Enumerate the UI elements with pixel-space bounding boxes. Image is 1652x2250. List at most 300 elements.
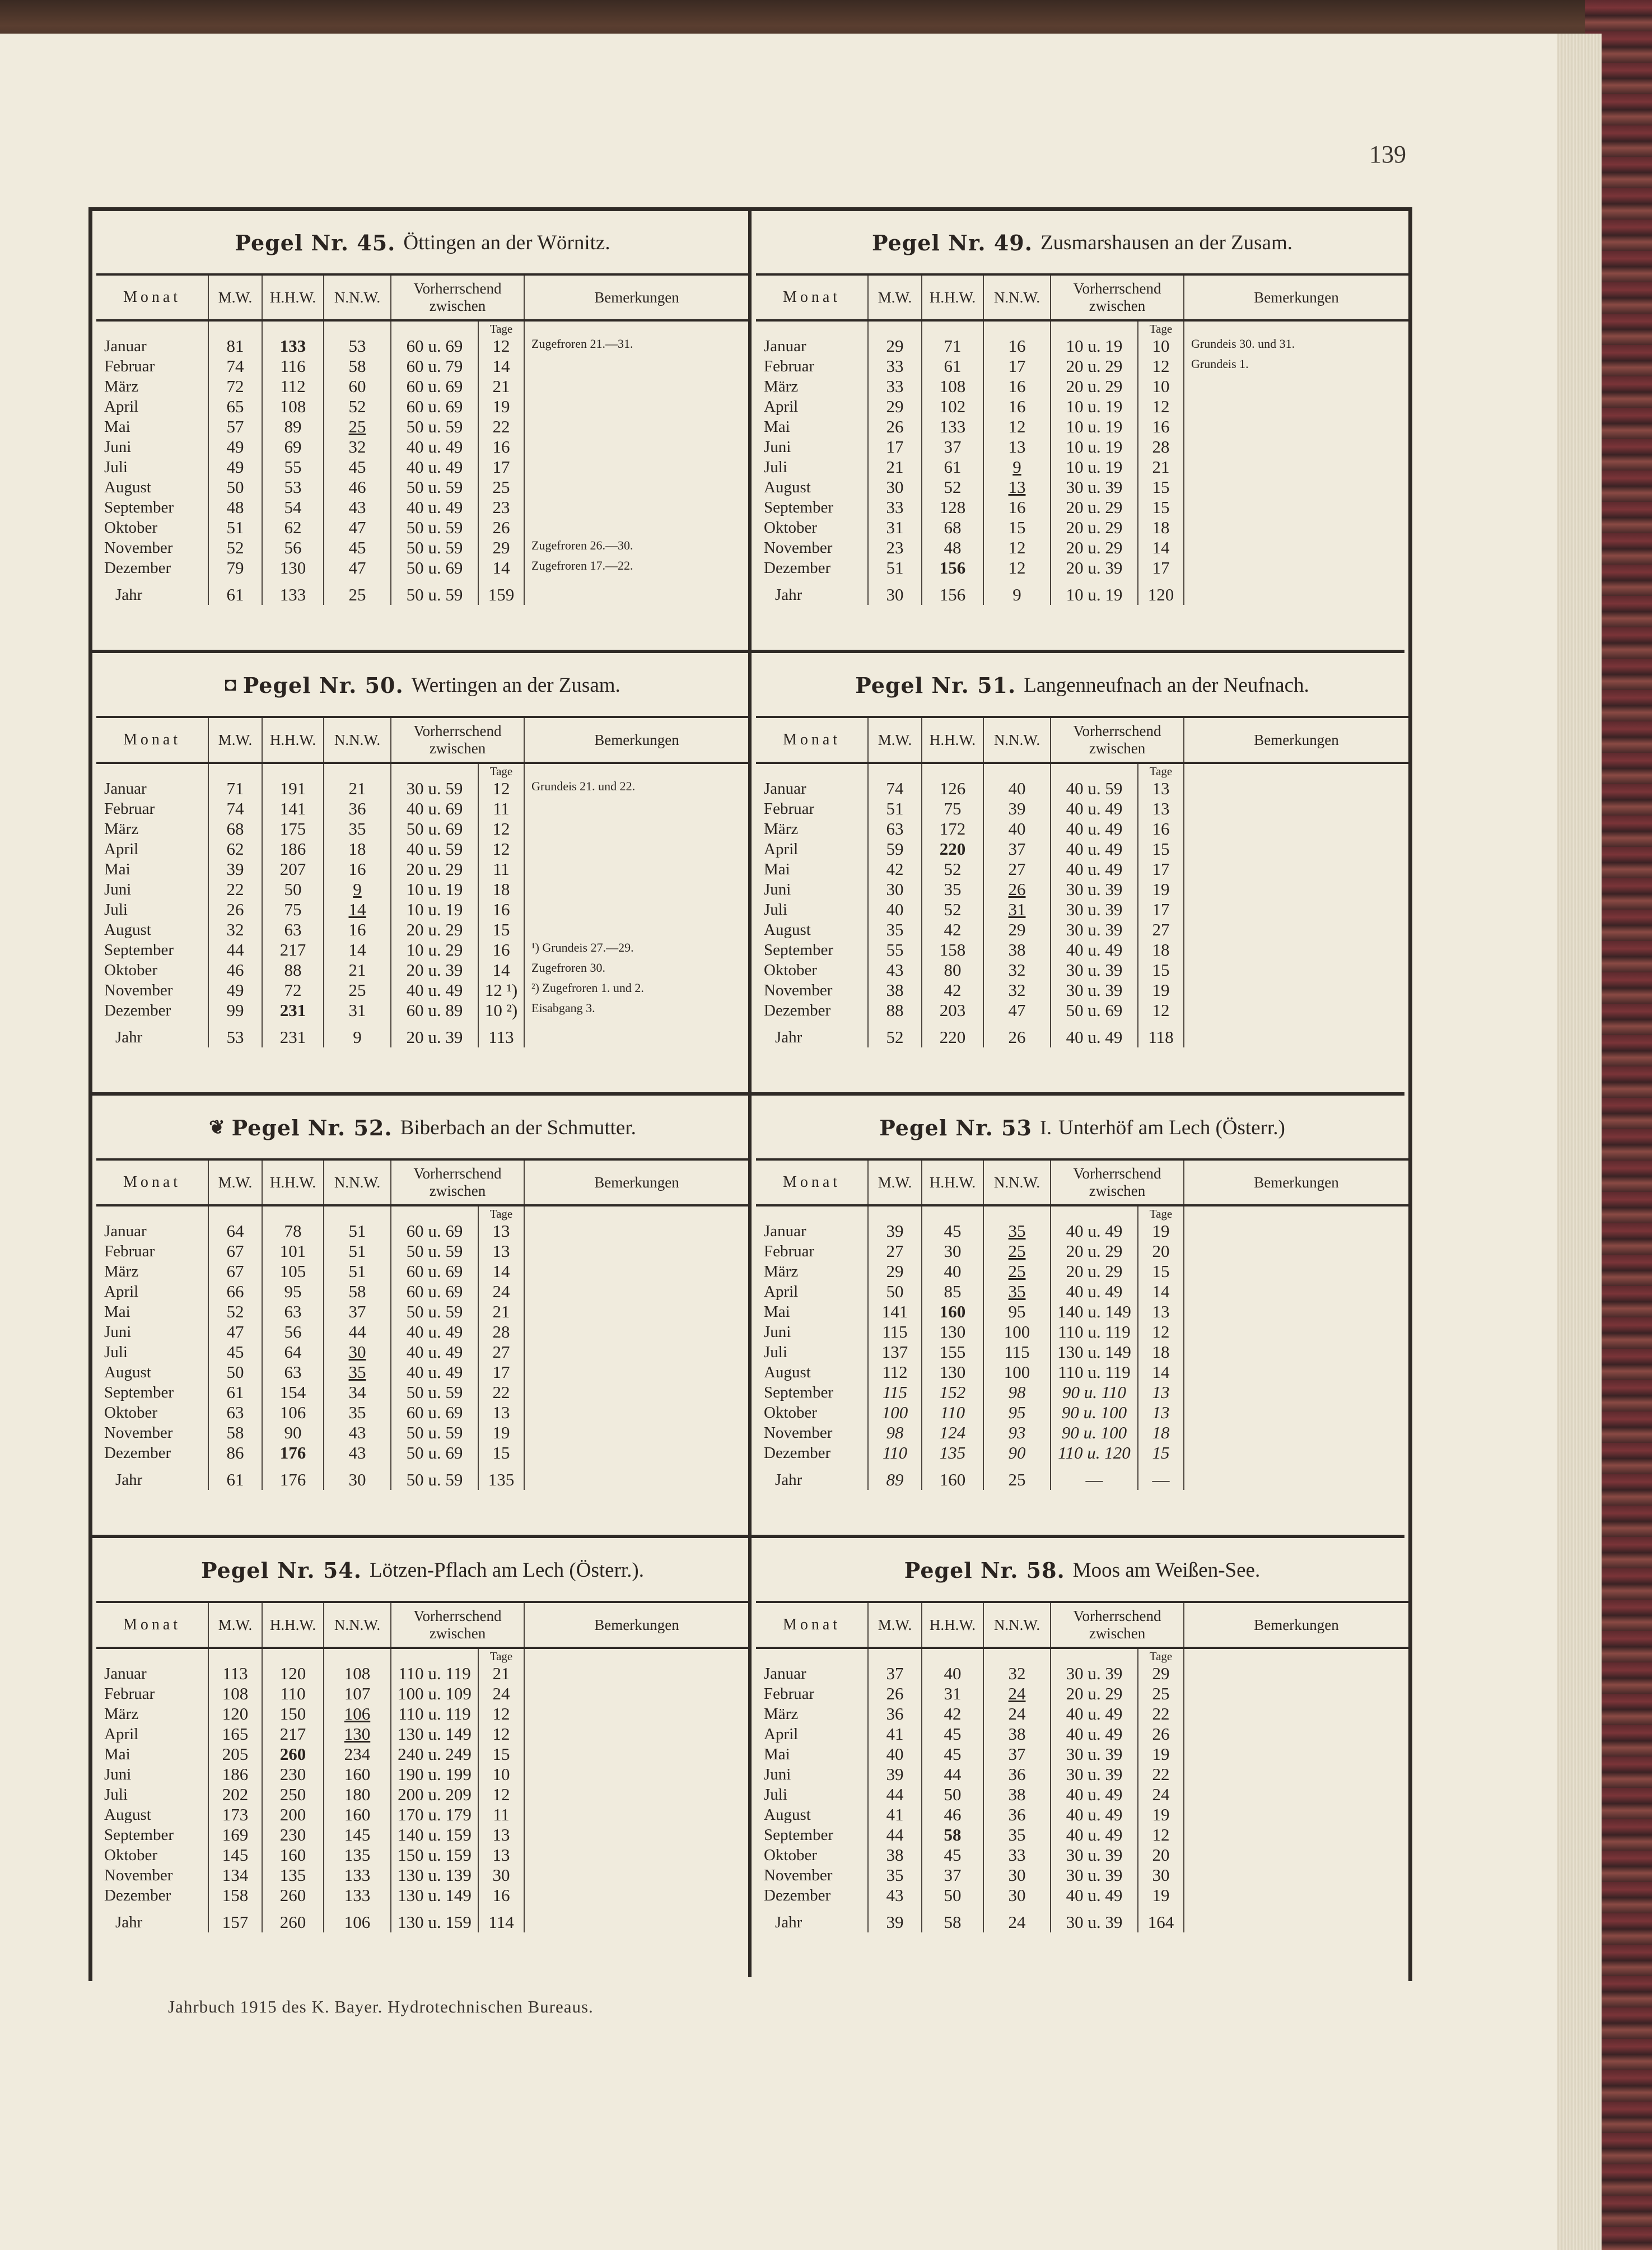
days-cell: 24 <box>478 1282 524 1302</box>
mw-cell: 44 <box>208 940 262 960</box>
mw-cell: 173 <box>208 1805 262 1825</box>
nnw-cell: 46 <box>324 477 391 497</box>
remark-cell <box>1184 859 1408 879</box>
hhw-cell: 52 <box>922 477 983 497</box>
header-vorherrschend <box>1051 274 1184 320</box>
table-row <box>756 1885 1408 1906</box>
month-cell: März <box>96 819 208 839</box>
table-row <box>96 477 749 497</box>
remark-cell <box>524 1764 749 1785</box>
range-cell: 20 u. 29 <box>1051 356 1138 376</box>
days-cell: 19 <box>1138 1221 1184 1241</box>
mw-cell: 38 <box>868 1845 922 1865</box>
days-cell: 14 <box>1138 1282 1184 1302</box>
range-cell: 130 u. 149 <box>391 1724 478 1744</box>
hhw-cell: 55 <box>262 457 324 477</box>
hhw-cell: 152 <box>922 1382 983 1403</box>
range-cell: 20 u. 39 <box>1051 558 1138 578</box>
range-cell: 30 u. 39 <box>1051 980 1138 1000</box>
nnw-cell: 38 <box>983 1785 1051 1805</box>
table-row <box>756 1403 1408 1423</box>
nnw-cell: 43 <box>324 1423 391 1443</box>
hhw-cell: 112 <box>262 376 324 397</box>
tage-label: Tage <box>478 1648 524 1664</box>
range-cell: 60 u. 69 <box>391 1221 478 1241</box>
nnw-cell: 36 <box>983 1805 1051 1825</box>
remark-cell <box>524 1885 749 1906</box>
mw-cell: 165 <box>208 1724 262 1744</box>
nnw-cell: 24 <box>983 1704 1051 1724</box>
year-row <box>96 1906 749 1932</box>
nnw-cell: 13 <box>983 437 1051 457</box>
nnw-cell: 53 <box>324 336 391 356</box>
header-vorherrschend-line2: zwischen <box>1089 1625 1146 1642</box>
range-cell: 40 u. 59 <box>391 839 478 859</box>
month-cell: Januar <box>96 779 208 799</box>
range-cell: 20 u. 29 <box>391 859 478 879</box>
spacer-cell <box>96 320 208 336</box>
month-cell: März <box>96 376 208 397</box>
gauge-block <box>756 1539 1408 1976</box>
mw-cell: 52 <box>208 1302 262 1322</box>
mw-cell: 74 <box>208 356 262 376</box>
table-row <box>756 1261 1408 1282</box>
mw-cell: 63 <box>208 1403 262 1423</box>
remark-cell <box>524 1704 749 1724</box>
remark-cell: Zugefroren 17.—22. <box>531 558 633 572</box>
month-cell: Juli <box>756 1785 868 1805</box>
spacer-cell <box>208 320 262 336</box>
nnw-cell: 234 <box>324 1744 391 1764</box>
hhw-cell: 124 <box>922 1423 983 1443</box>
nnw-cell: 58 <box>324 1282 391 1302</box>
table-row <box>96 457 749 477</box>
hhw-cell: 61 <box>922 457 983 477</box>
month-cell: September <box>756 497 868 518</box>
hhw-cell: 175 <box>262 819 324 839</box>
header-hhw: H.H.W. <box>922 717 983 763</box>
hhw-cell: 42 <box>922 980 983 1000</box>
year-days: 120 <box>1138 578 1184 605</box>
mw-cell: 35 <box>868 1865 922 1885</box>
range-cell: 40 u. 49 <box>391 497 478 518</box>
remark-cell <box>524 1241 749 1261</box>
hhw-cell: 50 <box>262 879 324 900</box>
nnw-cell: 37 <box>324 1302 391 1322</box>
nnw-cell: 33 <box>983 1845 1051 1865</box>
hhw-cell: 40 <box>922 1664 983 1684</box>
spacer-cell <box>983 1648 1051 1664</box>
hhw-cell: 69 <box>262 437 324 457</box>
spacer-cell <box>868 1648 922 1664</box>
nnw-cell: 30 <box>324 1342 391 1362</box>
days-cell: 15 <box>1138 960 1184 980</box>
year-days: 135 <box>478 1463 524 1490</box>
year-nnw: 25 <box>983 1463 1051 1490</box>
page-number: 139 <box>1369 141 1406 168</box>
month-cell: Oktober <box>756 1845 868 1865</box>
mw-cell: 62 <box>208 839 262 859</box>
gauge-number: Pegel Nr. 58. <box>904 1557 1065 1583</box>
days-cell: 19 <box>478 1423 524 1443</box>
days-cell: 13 <box>478 1403 524 1423</box>
month-cell: Januar <box>756 779 868 799</box>
range-cell: 30 u. 39 <box>1051 960 1138 980</box>
mw-cell: 39 <box>208 859 262 879</box>
hhw-cell: 75 <box>922 799 983 819</box>
spacer-cell <box>208 1648 262 1664</box>
year-range: 50 u. 59 <box>391 578 478 605</box>
month-cell: Februar <box>96 356 208 376</box>
table-row <box>96 799 749 819</box>
days-cell: 12 <box>1138 397 1184 417</box>
remark-cell: Grundeis 1. <box>1191 357 1249 371</box>
nnw-cell: 90 <box>983 1443 1051 1463</box>
gauge-block <box>96 1097 749 1534</box>
month-cell: Mai <box>96 1744 208 1764</box>
gauge-table <box>96 273 749 605</box>
year-mw: 30 <box>868 578 922 605</box>
table-row <box>96 497 749 518</box>
hhw-cell: 141 <box>262 799 324 819</box>
remark-cell <box>1184 1825 1408 1845</box>
hhw-cell: 160 <box>262 1845 324 1865</box>
gauge-title <box>96 1539 749 1601</box>
hhw-cell: 30 <box>922 1241 983 1261</box>
header-vorherrschend <box>1051 1602 1184 1648</box>
range-cell: 100 u. 109 <box>391 1684 478 1704</box>
month-cell: November <box>96 538 208 558</box>
mw-cell: 30 <box>868 879 922 900</box>
gauge-place: Wertingen an der Zusam. <box>411 673 620 697</box>
days-cell: 23 <box>478 497 524 518</box>
nnw-cell: 9 <box>324 879 391 900</box>
remark-cell: ¹) Grundeis 27.—29. <box>531 940 634 954</box>
mw-cell: 48 <box>208 497 262 518</box>
hhw-cell: 58 <box>922 1825 983 1845</box>
remark-cell <box>1184 1865 1408 1885</box>
year-days: 164 <box>1138 1906 1184 1932</box>
days-cell: 18 <box>1138 1423 1184 1443</box>
month-cell: März <box>756 376 868 397</box>
tage-label: Tage <box>478 763 524 779</box>
days-cell: 12 <box>1138 1000 1184 1021</box>
hhw-cell: 260 <box>262 1744 324 1764</box>
remark-cell <box>1184 1704 1408 1724</box>
month-cell: August <box>756 920 868 940</box>
table-row <box>756 417 1408 437</box>
range-cell: 150 u. 159 <box>391 1845 478 1865</box>
remark-cell <box>524 1805 749 1825</box>
hhw-cell: 110 <box>922 1403 983 1423</box>
mw-cell: 49 <box>208 437 262 457</box>
month-cell: Juni <box>96 437 208 457</box>
year-range: 20 u. 39 <box>391 1021 478 1047</box>
range-cell: 60 u. 69 <box>391 1282 478 1302</box>
range-cell: 40 u. 49 <box>1051 1805 1138 1825</box>
mw-cell: 68 <box>208 819 262 839</box>
hhw-cell: 63 <box>262 1362 324 1382</box>
range-cell: 60 u. 69 <box>391 376 478 397</box>
nnw-cell: 34 <box>324 1382 391 1403</box>
hhw-cell: 130 <box>922 1362 983 1382</box>
remark-cell <box>1184 538 1408 558</box>
days-cell: 14 <box>478 558 524 578</box>
remark-cell <box>1184 920 1408 940</box>
mw-cell: 63 <box>868 819 922 839</box>
table-row <box>96 518 749 538</box>
days-cell: 17 <box>1138 558 1184 578</box>
nnw-cell: 35 <box>324 1362 391 1382</box>
range-cell: 130 u. 149 <box>1051 1342 1138 1362</box>
year-row <box>756 578 1408 605</box>
table-row <box>96 376 749 397</box>
nnw-cell: 35 <box>983 1221 1051 1241</box>
gauge-table <box>756 716 1408 1047</box>
remark-cell <box>524 900 749 920</box>
spacer-cell <box>391 1205 478 1221</box>
mw-cell: 51 <box>208 518 262 538</box>
hhw-cell: 78 <box>262 1221 324 1241</box>
hhw-cell: 48 <box>922 538 983 558</box>
month-cell: April <box>756 1724 868 1744</box>
range-cell: 50 u. 59 <box>391 1302 478 1322</box>
month-cell: Mai <box>756 1302 868 1322</box>
table-row <box>756 497 1408 518</box>
nnw-cell: 47 <box>983 1000 1051 1021</box>
gauge-number: Pegel Nr. 54. <box>200 1557 362 1583</box>
nnw-cell: 40 <box>983 779 1051 799</box>
range-cell: 50 u. 59 <box>391 538 478 558</box>
year-remark <box>1184 1906 1408 1932</box>
days-cell: 12 <box>478 1785 524 1805</box>
nnw-cell: 12 <box>983 417 1051 437</box>
mw-cell: 49 <box>208 980 262 1000</box>
month-cell: Oktober <box>756 518 868 538</box>
month-cell: August <box>756 477 868 497</box>
nnw-cell: 45 <box>324 538 391 558</box>
table-row <box>96 779 749 799</box>
gauge-number: Pegel Nr. 45. <box>235 230 396 255</box>
nnw-cell: 15 <box>983 518 1051 538</box>
remark-cell <box>524 1684 749 1704</box>
tage-label: Tage <box>478 1205 524 1221</box>
remark-cell <box>1184 1744 1408 1764</box>
mw-cell: 108 <box>208 1684 262 1704</box>
table-row <box>756 518 1408 538</box>
month-cell: Mai <box>96 1302 208 1322</box>
range-cell: 110 u. 119 <box>391 1704 478 1724</box>
month-cell: Februar <box>756 356 868 376</box>
year-nnw: 9 <box>983 578 1051 605</box>
gauge-number: Pegel Nr. 50. <box>242 672 404 698</box>
mw-cell: 26 <box>868 417 922 437</box>
days-cell: 19 <box>1138 980 1184 1000</box>
month-cell: November <box>756 980 868 1000</box>
gauge-block <box>756 654 1408 1091</box>
gauge-block <box>756 212 1408 649</box>
nnw-cell: 36 <box>324 799 391 819</box>
mw-cell: 57 <box>208 417 262 437</box>
remark-cell <box>524 1342 749 1362</box>
nnw-cell: 95 <box>983 1403 1051 1423</box>
header-mw: M.W. <box>208 274 262 320</box>
days-cell: 15 <box>478 1443 524 1463</box>
mw-cell: 41 <box>868 1724 922 1744</box>
gauge-table <box>756 1158 1408 1490</box>
header-bemerkungen: Bemerkungen <box>1184 1159 1408 1205</box>
nnw-cell: 180 <box>324 1785 391 1805</box>
table-row <box>756 1000 1408 1021</box>
spacer-cell <box>96 1205 208 1221</box>
remark-cell <box>524 839 749 859</box>
remark-cell <box>1184 1724 1408 1744</box>
header-hhw: H.H.W. <box>262 1159 324 1205</box>
mw-cell: 33 <box>868 356 922 376</box>
month-cell: September <box>96 1382 208 1403</box>
days-cell: 16 <box>478 900 524 920</box>
mw-cell: 26 <box>208 900 262 920</box>
mw-cell: 86 <box>208 1443 262 1463</box>
days-cell: 17 <box>1138 859 1184 879</box>
table-row <box>96 1845 749 1865</box>
mw-cell: 74 <box>868 779 922 799</box>
remark-cell <box>1184 900 1408 920</box>
gauge-table <box>96 716 749 1047</box>
header-monat: Monat <box>756 274 868 320</box>
remark-cell <box>524 859 749 879</box>
nnw-cell: 16 <box>324 859 391 879</box>
year-nnw: 106 <box>324 1906 391 1932</box>
range-cell: 20 u. 29 <box>1051 1684 1138 1704</box>
range-cell: 20 u. 29 <box>1051 376 1138 397</box>
month-cell: Mai <box>96 417 208 437</box>
month-cell: April <box>756 839 868 859</box>
year-days: 118 <box>1138 1021 1184 1047</box>
remark-cell <box>524 1443 749 1463</box>
month-cell: November <box>756 1423 868 1443</box>
range-cell: 10 u. 19 <box>1051 336 1138 356</box>
table-row <box>96 1362 749 1382</box>
spacer-cell <box>208 763 262 779</box>
mw-cell: 44 <box>868 1785 922 1805</box>
month-cell: Mai <box>756 1744 868 1764</box>
remark-cell <box>1184 1241 1408 1261</box>
hhw-cell: 133 <box>922 417 983 437</box>
remark-cell <box>524 1282 749 1302</box>
table-row <box>96 1261 749 1282</box>
table-row <box>96 538 749 558</box>
hhw-cell: 56 <box>262 1322 324 1342</box>
hhw-cell: 52 <box>922 900 983 920</box>
hhw-cell: 72 <box>262 980 324 1000</box>
hhw-cell: 45 <box>922 1221 983 1241</box>
mw-cell: 44 <box>868 1825 922 1845</box>
year-range: 50 u. 59 <box>391 1463 478 1490</box>
hhw-cell: 158 <box>922 940 983 960</box>
range-cell: 40 u. 59 <box>1051 779 1138 799</box>
header-monat: Monat <box>96 717 208 763</box>
year-row <box>756 1021 1408 1047</box>
nnw-cell: 58 <box>324 356 391 376</box>
hhw-cell: 45 <box>922 1845 983 1865</box>
range-cell: 40 u. 49 <box>1051 839 1138 859</box>
hhw-cell: 217 <box>262 1724 324 1744</box>
table-row <box>96 558 749 578</box>
gauge-title <box>756 654 1408 716</box>
hhw-cell: 46 <box>922 1805 983 1825</box>
days-cell: 17 <box>1138 900 1184 920</box>
table-row <box>756 1362 1408 1382</box>
spacer-cell <box>324 763 391 779</box>
remark-cell <box>524 437 749 457</box>
year-mw: 53 <box>208 1021 262 1047</box>
year-nnw: 9 <box>324 1021 391 1047</box>
spacer-cell <box>524 320 749 336</box>
days-cell: 16 <box>478 940 524 960</box>
month-cell: November <box>96 1423 208 1443</box>
spacer-cell <box>262 320 324 336</box>
year-mw: 52 <box>868 1021 922 1047</box>
year-days: — <box>1138 1463 1184 1490</box>
days-cell: 14 <box>478 356 524 376</box>
remark-cell <box>1184 1382 1408 1403</box>
mw-cell: 51 <box>868 799 922 819</box>
year-label: Jahr <box>96 1463 208 1490</box>
remark-cell: Zugefroren 26.—30. <box>531 538 633 552</box>
table-row <box>756 1684 1408 1704</box>
mw-cell: 29 <box>868 1261 922 1282</box>
remark-cell: Grundeis 30. und 31. <box>1191 337 1295 351</box>
table-row <box>756 859 1408 879</box>
nnw-cell: 32 <box>983 1664 1051 1684</box>
spacer-cell <box>524 1648 749 1664</box>
days-cell: 13 <box>478 1845 524 1865</box>
month-cell: August <box>96 1805 208 1825</box>
range-cell: 50 u. 69 <box>391 558 478 578</box>
mw-cell: 52 <box>208 538 262 558</box>
mw-cell: 64 <box>208 1221 262 1241</box>
header-hhw: H.H.W. <box>262 274 324 320</box>
range-cell: 40 u. 49 <box>391 1322 478 1342</box>
table-row <box>756 1845 1408 1865</box>
hhw-cell: 260 <box>262 1885 324 1906</box>
header-monat: Monat <box>756 1159 868 1205</box>
nnw-cell: 13 <box>983 477 1051 497</box>
year-nnw: 26 <box>983 1021 1051 1047</box>
nnw-cell: 38 <box>983 1724 1051 1744</box>
mw-cell: 112 <box>868 1362 922 1382</box>
table-row <box>96 1221 749 1241</box>
hhw-cell: 54 <box>262 497 324 518</box>
header-mw: M.W. <box>868 717 922 763</box>
nnw-cell: 108 <box>324 1664 391 1684</box>
nnw-cell: 16 <box>983 376 1051 397</box>
days-cell: 27 <box>478 1342 524 1362</box>
mw-cell: 81 <box>208 336 262 356</box>
gauge-number: Pegel Nr. 51. <box>855 672 1016 698</box>
nnw-cell: 39 <box>983 799 1051 819</box>
nnw-cell: 32 <box>324 437 391 457</box>
mw-cell: 26 <box>868 1684 922 1704</box>
range-cell: 40 u. 49 <box>1051 1704 1138 1724</box>
mw-cell: 72 <box>208 376 262 397</box>
remark-cell <box>524 1744 749 1764</box>
year-days: 159 <box>478 578 524 605</box>
hhw-cell: 220 <box>922 839 983 859</box>
days-cell: 18 <box>1138 940 1184 960</box>
hhw-cell: 45 <box>922 1744 983 1764</box>
